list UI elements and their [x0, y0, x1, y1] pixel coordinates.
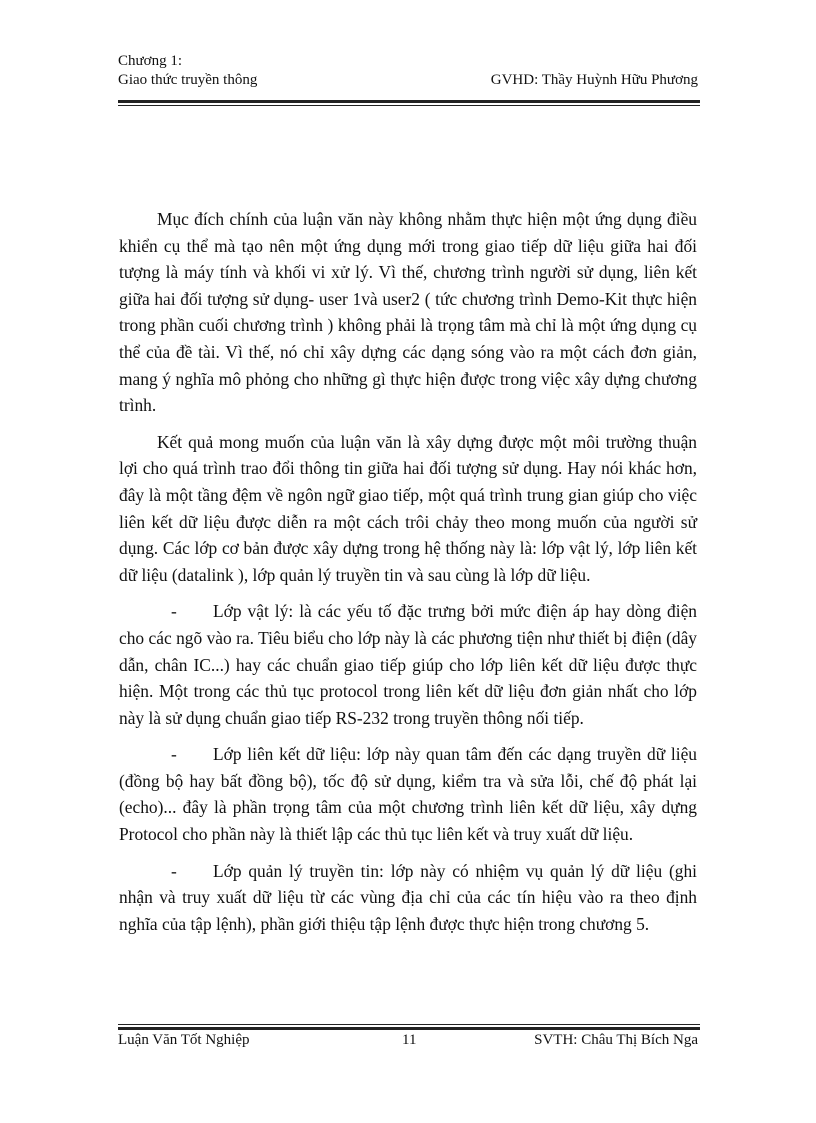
- header-rule-thin: [118, 105, 700, 106]
- list-dash: -: [171, 744, 177, 765]
- list-dash: -: [171, 860, 177, 881]
- list-item-text: Lớp vật lý: là các yếu tố đặc trưng bởi mức điện áp hay dòng điện cho các ngõ vào ra. Tiêu biểu cho lớp này là các phương tiện như thiết bị điện (dây dẫn, chân IC...) hay các chuẩn giao tiếp giúp cho lớp liên kết dữ liệu được thực hiện. Một trong các thủ tục protocol trong liên kết dữ liệu đơn giản nhất cho lớp này là sử dụng chuẩn giao tiếp RS-232 trong truyền thông nối tiếp.: [119, 601, 697, 728]
- advisor-name: GVHD: Thầy Huỳnh Hữu Phương: [490, 72, 698, 88]
- list-dash: -: [171, 601, 177, 622]
- list-item-transport-layer: [119, 858, 697, 938]
- paragraph-purpose: Mục đích chính của luận văn này không nhằm thực hiện một ứng dụng điều khiển cụ thể mà tạo nên một ứng dụng mới trong giao tiếp dữ liệu giữa hai đối tượng là máy tính và khối vi xử lý. Vì thế, chương trình người sử dụng, liên kết giữa hai đối tượng sử dụng- user 1và user2 ( tức chương trình Demo-Kit thực hiện trong phần cuối chương trình ) không phải là trọng tâm mà chỉ là một ứng dụng cụ thể của đề tài. Vì thế, nó chỉ xây dựng các dạng sóng vào ra một cách đơn giản, mang ý nghĩa mô phỏng cho những gì thực hiện được trong việc xây dựng chương trình.: [119, 209, 697, 416]
- header-row: [118, 71, 698, 90]
- header-rule-thick: [118, 100, 700, 103]
- footer-rule-thin: [118, 1024, 700, 1025]
- section-title: Giao thức truyền thông: [118, 72, 258, 88]
- chapter-label: Chương 1:: [118, 53, 182, 69]
- list-item-text: Lớp liên kết dữ liệu: lớp này quan tâm đến các dạng truyền dữ liệu (đồng bộ hay bất đồng bộ), tốc độ sử dụng, kiểm tra và sửa lỗi, chế độ phát lại (echo)... đây là phần trọng tâm của một chương trình liên kết dữ liệu, xây dựng Protocol cho phần này là thiết lập các thủ tục liên kết và truy xuất dữ liệu.: [119, 744, 697, 845]
- student-name: SVTH: Châu Thị Bích Nga: [534, 1032, 698, 1048]
- footer-rule-thick: [118, 1027, 700, 1030]
- page-footer: [118, 1031, 698, 1050]
- paragraph-result: Kết quả mong muốn của luận văn là xây dựng được một môi trường thuận lợi cho quá trình trao đổi thông tin giữa hai đối tượng sử dụng. Hay nói khác hơn, đây là một tầng đệm về ngôn ngữ giao tiếp, một quá trình trung gian giúp cho việc liên kết dữ liệu được diễn ra một cách trôi chảy theo mong muốn của người sử dụng. Các lớp cơ bản được xây dựng trong hệ thống này là: lớp vật lý, lớp liên kết dữ liệu (datalink ), lớp quản lý truyền tin và sau cùng là lớp dữ liệu.: [119, 431, 697, 585]
- document-body: [119, 206, 697, 947]
- thesis-label: Luận Văn Tốt Nghiệp: [118, 1032, 250, 1048]
- list-item-physical-layer: [119, 598, 697, 731]
- page-header: [118, 52, 698, 90]
- list-item-datalink-layer: [119, 741, 697, 847]
- list-item-text: Lớp quản lý truyền tin: lớp này có nhiệm vụ quản lý dữ liệu (ghi nhận và truy xuất dữ liệu từ các vùng địa chỉ của các tín hiệu vào ra theo định nghĩa của tập lệnh), phần giới thiệu tập lệnh được thực hiện trong chương 5.: [119, 860, 697, 934]
- page-number: 11: [402, 1032, 417, 1048]
